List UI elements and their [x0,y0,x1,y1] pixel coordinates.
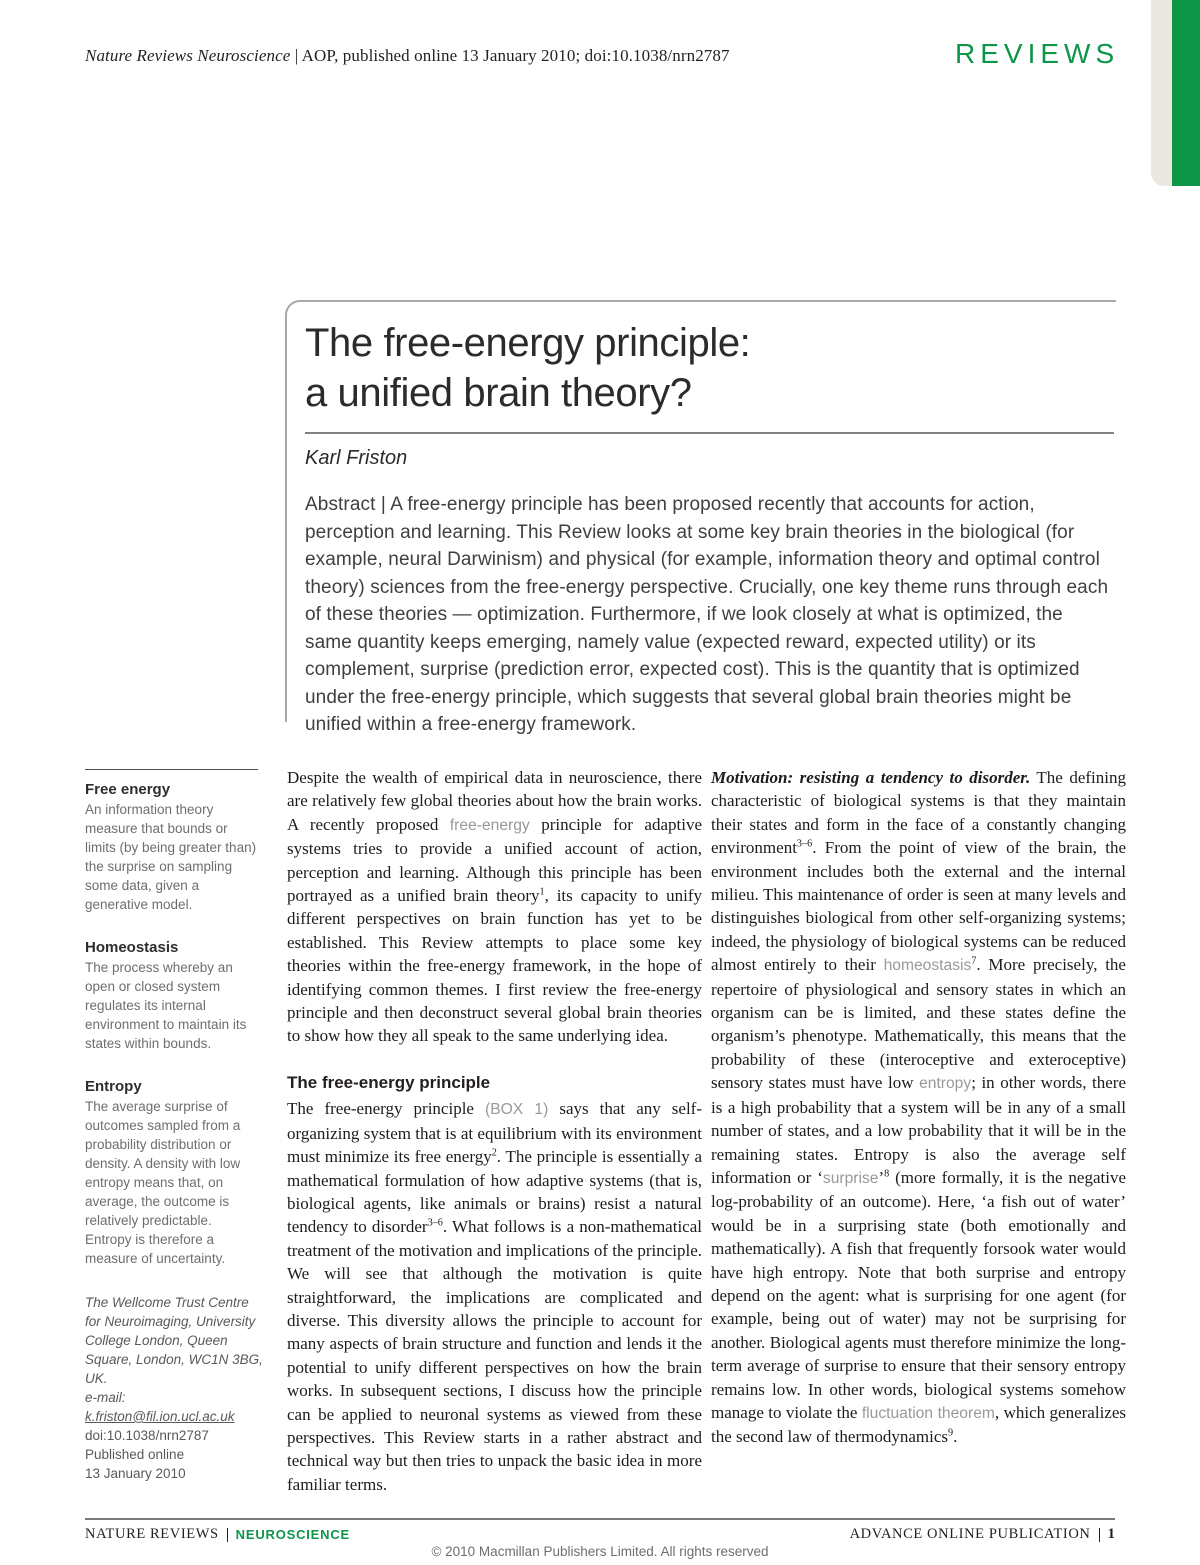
free-energy-principle-paragraph: The free-energy principle (BOX 1) says that any self-organizing system that is at equilibrium with its environment must minimize its free energy$^2$. The principle is essentially a mathematical formulation of how adaptive systems (that is, biological agents, like animals or brains) resist a natural tendency to disorder$^{3-6}$. What follows is a non-mathematical treatment of the motivation and implications of the principle. We will see that although the motivation is quite straightforward, the implications are complicated and diverse. This diversity allows the principle to account for many aspects of brain structure and function and lends it the potential to unify different perspectives on how the brain works. In subsequent sections, I discuss how the principle can be applied to neuronal systems as viewed from these perspectives. This Review starts in a rather abstract and technical way but then tries to unpack the basic idea in more familiar terms. [287,1099,703,1494]
footer-section-name: NEUROSCIENCE [235,1527,350,1542]
glossary-entry-free-energy [85,781,258,914]
footer-journal [85,1526,350,1543]
glossary-term: Entropy [85,1078,142,1095]
corner-tab-cream [1151,0,1172,186]
title-line-1: The free-energy principle: [305,321,751,365]
email-label: e-mail: [85,1390,126,1405]
glossary-entry-homeostasis [85,939,258,1053]
copyright-notice: © 2010 Macmillan Publishers Limited. All rights reserved [431,1544,769,1559]
footer-advance-online: ADVANCE ONLINE PUBLICATION [849,1526,1091,1542]
footer-separator [1099,1528,1100,1542]
glossary-sidebar [85,769,258,1293]
title-box [285,300,1116,735]
glossary-definition: The process whereby an open or closed system regulates its internal environment to maintain its states within bounds. [85,960,247,1051]
page-title [305,318,1114,418]
page-number: 1 [1107,1526,1115,1542]
footer-separator [227,1528,228,1542]
intro-paragraph: Despite the wealth of empirical data in neuroscience, there are relatively few global theories about how the brain works. A recently proposed free-energy principle for adaptive systems tries to provide a unified account of action, perception and learning. Although this principle has been portrayed as a unified brain theory$^1$, its capacity to unify different perspectives on brain function has yet to be established. This Review attempts to place some key theories within the free-energy framework, in the hope of identifying common themes. I first review the free-energy principle and then deconstruct several global brain theories to show how they all speak to the same underlying idea. [287,768,703,1046]
title-line-2: a unified brain theory? [305,371,692,415]
footer-journal-name: NATURE REVIEWS [85,1526,219,1542]
glossary-term: Homeostasis [85,939,179,956]
author-name: Karl Friston [305,447,408,469]
section-heading-free-energy-principle: The free-energy principle [287,1072,491,1092]
abstract-text: Abstract | A free-energy principle has been proposed recently that accounts for action, perception and learning. This Review looks at some key brain theories in the biological (for example, neural Darwinism) and physical (for example, information theory and optimal control theory) sciences from the free-energy perspective. Crucially, one key theme runs through each of these theories — optimization. Furthermore, if we look closely at what is optimized, the same quantity keeps emerging, namely value (expected reward, expected utility) or its complement, surprise (prediction error, expected cost). This is the quantity that is optimized under the free-energy principle, which suggests that several global brain theories might be unified within a free-energy framework. [305,494,1109,735]
glossary-divider [85,769,258,770]
corner-tab-green [1172,0,1200,186]
glossary-entry-entropy [85,1078,258,1268]
glossary-definition: The average surprise of outcomes sampled from a probability distribution or density. A density with low entropy means that, on average, the outcome is relatively predictable. Entropy is therefore a measure of uncertainty. [85,1099,241,1266]
email-link[interactable]: k.friston@fil.ion.ucl.ac.uk [85,1409,235,1424]
title-divider [305,432,1114,434]
doi-line: doi:10.1038/nrn2787 [85,1428,209,1443]
body-column-1 [287,766,702,1496]
motivation-paragraph: Motivation: resisting a tendency to disorder. The defining characteristic of biological systems is that they maintain their states and form in the face of a constantly changing environment$^{3-6}$. From the point of view of the brain, the environment includes both the external and the internal milieu. This maintenance of order is seen at many levels and distinguishes biological from other self-organizing systems; indeed, the physiology of biological systems can be reduced almost entirely to their homeostasis$^7$. More precisely, the repertoire of physiological and sensory states in which an organism can be is limited, and these states define the organism’s phenotype. Mathematically, this means that the probability of these (interoceptive and exteroceptive) sensory states must have low entropy; in other words, there is a high probability that a system will be in any of a small number of states, and a low probability that it will be in the remaining states. Entropy is also the average self information or ‘surprise’$^8$ (more formally, it is the negative log-probability of an outcome). Here, ‘a fish out of water’ would be in a surprising state (both emotionally and mathematically). A fish that frequently forsook water would have high entropy. Note that both surprise and entropy depend on the agent: what is surprising for one agent (for example, being out of water) may not be surprising for another. Biological agents must therefore minimize the long-term average of surprise to ensure that their sensory entropy remains low. In other words, biological systems somehow manage to violate the fluctuation theorem, which generalizes the second law of thermodynamics$^9$. [711,768,1127,1447]
published-online-label: Published online [85,1447,185,1462]
journal-citation-line: Nature Reviews Neuroscience | AOP, published online 13 January 2010; doi:10.1038/nrn2787 [85,46,730,65]
reviews-banner: REVIEWS [955,38,1120,69]
glossary-term: Free energy [85,781,171,798]
affiliation-block [85,1293,265,1483]
affiliation-address: The Wellcome Trust Centre for Neuroimaging, University College London, Queen Square, London, WC1N 3BG, UK. [85,1295,263,1386]
footer-publication-info [845,1526,1115,1543]
glossary-definition: An information theory measure that bounds or limits (by being greater than) the surprise on sampling some data, given a generative model. [85,802,257,912]
body-column-2 [711,766,1126,1449]
footer-divider [85,1518,1115,1520]
published-date: 13 January 2010 [85,1466,186,1481]
